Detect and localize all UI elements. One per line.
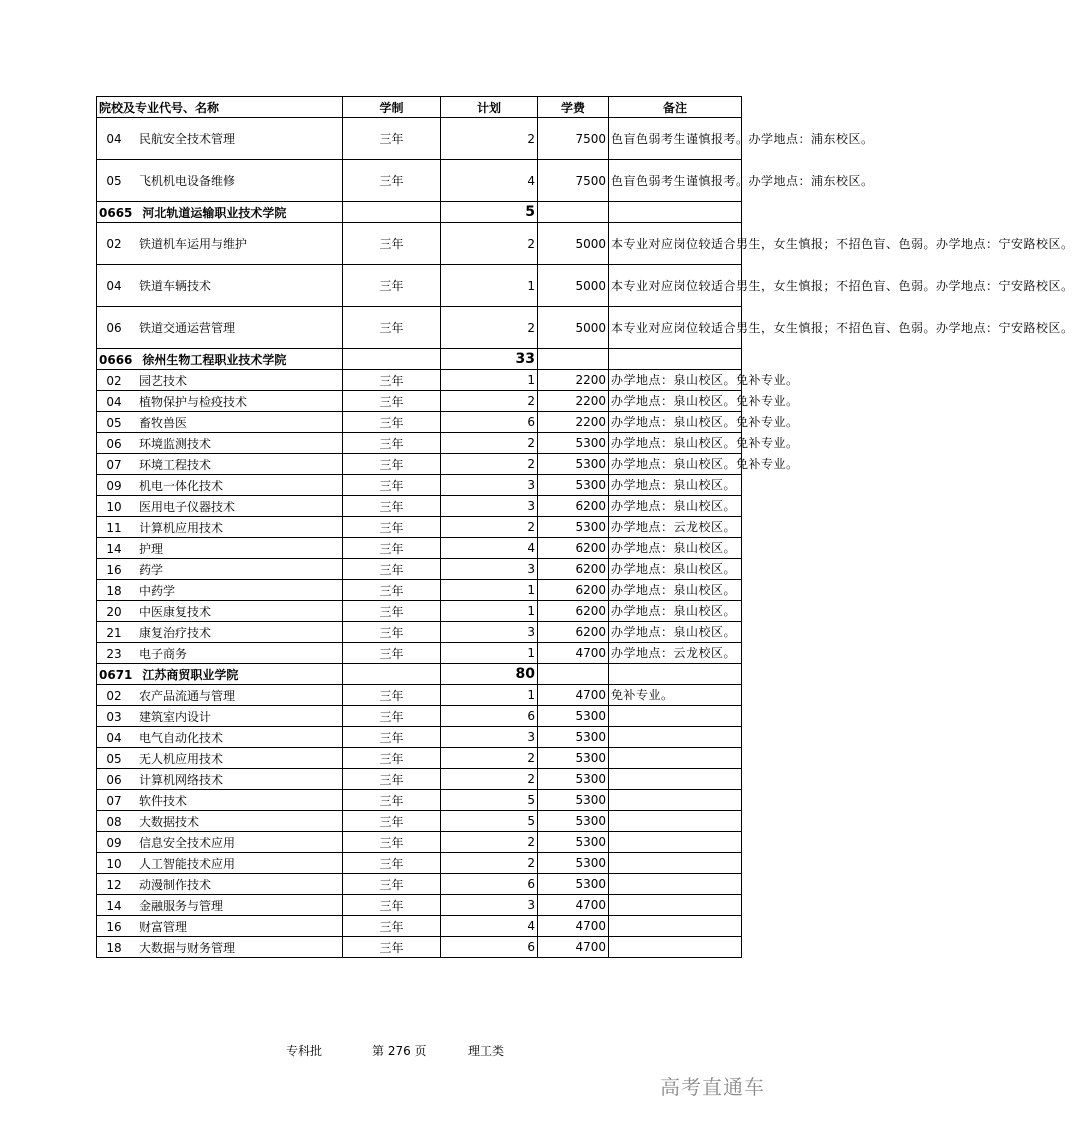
name-cell	[97, 853, 343, 874]
note-cell: 办学地点：泉山校区。免补专业。	[609, 433, 742, 454]
note-cell: 免补专业。	[609, 685, 742, 706]
major-code: 05	[106, 415, 122, 430]
major-name: 机电一体化技术	[139, 478, 224, 493]
plan-cell: 4	[441, 160, 538, 202]
name-cell	[97, 559, 343, 580]
note-cell: 办学地点：泉山校区。	[609, 475, 742, 496]
fee-cell: 2200	[538, 370, 609, 391]
plan-cell: 6	[441, 706, 538, 727]
major-name: 电气自动化技术	[139, 730, 224, 745]
length-cell: 三年	[343, 223, 441, 265]
name-cell	[97, 160, 343, 202]
header-fee: 学费	[538, 97, 609, 118]
name-cell	[97, 622, 343, 643]
note-cell: 办学地点：云龙校区。	[609, 517, 742, 538]
plan-cell: 3	[441, 895, 538, 916]
school-name: 徐州生物工程职业技术学院	[142, 352, 287, 367]
fee-cell: 6200	[538, 580, 609, 601]
plan-cell: 2	[441, 433, 538, 454]
major-code: 18	[106, 940, 122, 955]
note-cell: 本专业对应岗位较适合男生，女生慎报；不招色盲、色弱。办学地点：宁安路校区。	[609, 223, 742, 265]
fee-cell: 6200	[538, 559, 609, 580]
plan-cell: 2	[441, 517, 538, 538]
note-cell: 办学地点：泉山校区。	[609, 538, 742, 559]
name-cell	[97, 370, 343, 391]
note-cell: 办学地点：泉山校区。免补专业。	[609, 454, 742, 475]
major-name: 园艺技术	[139, 373, 188, 388]
fee-cell: 7500	[538, 160, 609, 202]
major-row	[97, 748, 742, 769]
plan-cell: 3	[441, 559, 538, 580]
fee-cell	[538, 349, 609, 370]
major-code: 05	[106, 174, 122, 188]
major-code: 04	[106, 730, 122, 745]
major-row	[97, 706, 742, 727]
name-cell	[97, 475, 343, 496]
major-code: 05	[106, 751, 122, 766]
fee-cell: 5000	[538, 307, 609, 349]
fee-cell: 5300	[538, 748, 609, 769]
major-code: 08	[106, 814, 122, 829]
major-name: 中医康复技术	[139, 604, 212, 619]
major-code: 09	[106, 478, 122, 493]
major-name: 医用电子仪器技术	[139, 499, 236, 514]
length-cell: 三年	[343, 622, 441, 643]
table-body	[97, 118, 1074, 958]
major-name: 铁道车辆技术	[139, 279, 212, 293]
name-cell	[97, 496, 343, 517]
note-cell	[609, 748, 742, 769]
plan-cell: 2	[441, 118, 538, 160]
note-cell	[609, 832, 742, 853]
major-name: 中药学	[139, 583, 176, 598]
major-code: 16	[106, 919, 122, 934]
major-code: 07	[106, 793, 122, 808]
plan-cell: 2	[441, 769, 538, 790]
fee-cell: 6200	[538, 601, 609, 622]
fee-cell: 5300	[538, 769, 609, 790]
length-cell: 三年	[343, 580, 441, 601]
length-cell: 三年	[343, 370, 441, 391]
length-cell: 三年	[343, 874, 441, 895]
header-plan: 计划	[441, 97, 538, 118]
length-cell: 三年	[343, 559, 441, 580]
fee-cell: 7500	[538, 118, 609, 160]
major-row	[97, 580, 742, 601]
fee-cell: 5300	[538, 454, 609, 475]
major-row	[97, 790, 742, 811]
header-name: 院校及专业代号、名称	[97, 97, 343, 118]
length-cell: 三年	[343, 265, 441, 307]
major-row	[97, 685, 742, 706]
note-cell: 办学地点：泉山校区。免补专业。	[609, 370, 742, 391]
major-row	[97, 118, 742, 160]
major-name: 信息安全技术应用	[139, 835, 236, 850]
note-cell	[609, 706, 742, 727]
fee-cell: 5000	[538, 265, 609, 307]
fee-cell: 6200	[538, 622, 609, 643]
name-cell	[97, 916, 343, 937]
major-row	[97, 643, 742, 664]
major-code: 12	[106, 877, 122, 892]
major-code: 04	[106, 279, 122, 293]
length-cell: 三年	[343, 538, 441, 559]
name-cell	[97, 706, 343, 727]
name-cell	[97, 202, 343, 223]
name-cell	[97, 895, 343, 916]
header-note: 备注	[609, 97, 742, 118]
school-code: 0671	[99, 667, 133, 682]
school-name: 河北轨道运输职业技术学院	[142, 205, 287, 220]
major-name: 环境工程技术	[139, 457, 212, 472]
length-cell: 三年	[343, 748, 441, 769]
major-row	[97, 832, 742, 853]
major-name: 环境监测技术	[139, 436, 212, 451]
major-row	[97, 265, 742, 307]
plan-cell: 2	[441, 748, 538, 769]
length-cell: 三年	[343, 496, 441, 517]
fee-cell: 4700	[538, 685, 609, 706]
note-cell: 本专业对应岗位较适合男生，女生慎报；不招色盲、色弱。办学地点：宁安路校区。	[609, 265, 742, 307]
major-row	[97, 538, 742, 559]
major-row	[97, 853, 742, 874]
note-cell: 本专业对应岗位较适合男生，女生慎报；不招色盲、色弱。办学地点：宁安路校区。	[609, 307, 742, 349]
length-cell: 三年	[343, 706, 441, 727]
name-cell	[97, 391, 343, 412]
major-row	[97, 433, 742, 454]
major-name: 康复治疗技术	[139, 625, 212, 640]
fee-cell: 5300	[538, 853, 609, 874]
plan-cell: 6	[441, 874, 538, 895]
plan-cell: 5	[441, 811, 538, 832]
fee-cell: 5000	[538, 223, 609, 265]
note-cell	[609, 664, 742, 685]
major-row	[97, 874, 742, 895]
major-code: 09	[106, 835, 122, 850]
length-cell: 三年	[343, 937, 441, 958]
major-row	[97, 307, 742, 349]
fee-cell: 5300	[538, 811, 609, 832]
name-cell	[97, 265, 343, 307]
name-cell	[97, 223, 343, 265]
plan-cell: 1	[441, 265, 538, 307]
footer-batch: 专科批	[286, 1044, 323, 1058]
major-name: 建筑室内设计	[139, 709, 212, 724]
length-cell: 三年	[343, 916, 441, 937]
length-cell: 三年	[343, 853, 441, 874]
major-name: 软件技术	[139, 793, 188, 808]
fee-cell: 5300	[538, 517, 609, 538]
major-row	[97, 601, 742, 622]
fee-cell: 6200	[538, 538, 609, 559]
name-cell	[97, 538, 343, 559]
header-length: 学制	[343, 97, 441, 118]
major-name: 护理	[139, 541, 164, 556]
major-name: 财富管理	[139, 919, 188, 934]
note-cell: 办学地点：泉山校区。	[609, 496, 742, 517]
major-row	[97, 916, 742, 937]
length-cell: 三年	[343, 832, 441, 853]
name-cell	[97, 601, 343, 622]
name-cell	[97, 349, 343, 370]
major-code: 18	[106, 583, 122, 598]
major-code: 06	[106, 321, 122, 335]
name-cell	[97, 643, 343, 664]
school-code: 0666	[99, 352, 133, 367]
name-cell	[97, 685, 343, 706]
fee-cell: 4700	[538, 895, 609, 916]
major-name: 无人机应用技术	[139, 751, 224, 766]
plan-cell: 6	[441, 412, 538, 433]
major-code: 02	[106, 688, 122, 703]
major-row	[97, 454, 742, 475]
plan-cell: 5	[441, 202, 538, 223]
length-cell: 三年	[343, 391, 441, 412]
major-code: 14	[106, 541, 122, 556]
fee-cell: 2200	[538, 391, 609, 412]
major-row	[97, 391, 742, 412]
plan-cell: 1	[441, 685, 538, 706]
major-row	[97, 496, 742, 517]
name-cell	[97, 790, 343, 811]
plan-cell: 5	[441, 790, 538, 811]
length-cell: 三年	[343, 118, 441, 160]
plan-cell: 3	[441, 622, 538, 643]
major-name: 动漫制作技术	[139, 877, 212, 892]
major-code: 02	[106, 373, 122, 388]
school-code: 0665	[99, 205, 133, 220]
major-row	[97, 370, 742, 391]
major-code: 04	[106, 394, 122, 409]
major-name: 金融服务与管理	[139, 898, 224, 913]
major-row	[97, 895, 742, 916]
length-cell: 三年	[343, 790, 441, 811]
school-name: 江苏商贸职业学院	[142, 667, 239, 682]
fee-cell: 5300	[538, 706, 609, 727]
length-cell: 三年	[343, 685, 441, 706]
major-name: 大数据与财务管理	[139, 940, 236, 955]
major-row	[97, 160, 742, 202]
name-cell	[97, 874, 343, 895]
note-cell: 办学地点：泉山校区。	[609, 559, 742, 580]
major-code: 06	[106, 772, 122, 787]
major-name: 民航安全技术管理	[139, 132, 236, 146]
major-code: 20	[106, 604, 122, 619]
plan-cell: 4	[441, 538, 538, 559]
fee-cell: 4700	[538, 643, 609, 664]
major-row	[97, 223, 742, 265]
major-code: 16	[106, 562, 122, 577]
length-cell: 三年	[343, 517, 441, 538]
major-row	[97, 412, 742, 433]
name-cell	[97, 832, 343, 853]
plan-cell: 33	[441, 349, 538, 370]
fee-cell: 4700	[538, 916, 609, 937]
major-name: 药学	[139, 562, 164, 577]
fee-cell: 4700	[538, 937, 609, 958]
note-cell	[609, 790, 742, 811]
major-code: 21	[106, 625, 122, 640]
plan-cell: 2	[441, 223, 538, 265]
major-code: 06	[106, 436, 122, 451]
major-name: 植物保护与检疫技术	[139, 394, 248, 409]
length-cell: 三年	[343, 769, 441, 790]
note-cell: 色盲色弱考生谨慎报考。办学地点：浦东校区。	[609, 118, 742, 160]
name-cell	[97, 664, 343, 685]
name-cell	[97, 412, 343, 433]
major-code: 23	[106, 646, 122, 661]
fee-cell: 5300	[538, 790, 609, 811]
footer-page-number: 第 276 页	[372, 1044, 427, 1058]
plan-cell: 1	[441, 601, 538, 622]
note-cell	[609, 937, 742, 958]
plan-cell: 1	[441, 370, 538, 391]
major-name: 铁道机车运用与维护	[139, 237, 248, 251]
name-cell	[97, 727, 343, 748]
major-row	[97, 769, 742, 790]
length-cell: 三年	[343, 643, 441, 664]
note-cell	[609, 349, 742, 370]
major-code: 02	[106, 237, 122, 251]
length-cell: 三年	[343, 811, 441, 832]
note-cell	[609, 916, 742, 937]
length-cell	[343, 349, 441, 370]
school-row	[97, 664, 742, 685]
fee-cell: 5300	[538, 727, 609, 748]
major-name: 畜牧兽医	[139, 415, 188, 430]
plan-cell: 2	[441, 307, 538, 349]
fee-cell: 2200	[538, 412, 609, 433]
school-row	[97, 202, 742, 223]
name-cell	[97, 307, 343, 349]
footer-category: 理工类	[468, 1044, 505, 1058]
note-cell	[609, 769, 742, 790]
major-code: 10	[106, 499, 122, 514]
fee-cell: 5300	[538, 832, 609, 853]
note-cell	[609, 202, 742, 223]
major-row	[97, 811, 742, 832]
major-name: 铁道交通运营管理	[139, 321, 236, 335]
plan-cell: 3	[441, 475, 538, 496]
plan-cell: 2	[441, 853, 538, 874]
length-cell: 三年	[343, 160, 441, 202]
length-cell: 三年	[343, 895, 441, 916]
major-name: 农产品流通与管理	[139, 688, 236, 703]
length-cell: 三年	[343, 307, 441, 349]
note-cell: 办学地点：泉山校区。	[609, 601, 742, 622]
plan-cell: 1	[441, 643, 538, 664]
name-cell	[97, 517, 343, 538]
plan-cell: 3	[441, 727, 538, 748]
name-cell	[97, 811, 343, 832]
fee-cell: 6200	[538, 496, 609, 517]
fee-cell	[538, 202, 609, 223]
major-name: 计算机应用技术	[139, 520, 224, 535]
fee-cell: 5300	[538, 874, 609, 895]
note-cell	[609, 874, 742, 895]
length-cell: 三年	[343, 433, 441, 454]
major-name: 人工智能技术应用	[139, 856, 236, 871]
major-code: 14	[106, 898, 122, 913]
name-cell	[97, 769, 343, 790]
note-cell: 办学地点：泉山校区。免补专业。	[609, 412, 742, 433]
major-code: 11	[106, 520, 122, 535]
major-name: 大数据技术	[139, 814, 200, 829]
note-cell: 办学地点：云龙校区。	[609, 643, 742, 664]
major-row	[97, 622, 742, 643]
major-code: 07	[106, 457, 122, 472]
name-cell	[97, 454, 343, 475]
major-row	[97, 559, 742, 580]
plan-cell: 1	[441, 580, 538, 601]
length-cell: 三年	[343, 412, 441, 433]
plan-cell: 2	[441, 454, 538, 475]
major-code: 10	[106, 856, 122, 871]
note-cell	[609, 811, 742, 832]
table-header-row	[97, 97, 742, 118]
length-cell	[343, 202, 441, 223]
plan-cell: 6	[441, 937, 538, 958]
note-cell: 办学地点：泉山校区。免补专业。	[609, 391, 742, 412]
name-cell	[97, 118, 343, 160]
length-cell	[343, 664, 441, 685]
fee-cell: 5300	[538, 433, 609, 454]
length-cell: 三年	[343, 727, 441, 748]
plan-cell: 2	[441, 832, 538, 853]
note-cell	[609, 895, 742, 916]
note-cell	[609, 853, 742, 874]
name-cell	[97, 433, 343, 454]
plan-cell: 80	[441, 664, 538, 685]
name-cell	[97, 937, 343, 958]
admission-plan-table	[96, 96, 1074, 958]
major-name: 飞机机电设备维修	[139, 174, 236, 188]
major-name: 电子商务	[139, 646, 188, 661]
plan-cell: 3	[441, 496, 538, 517]
major-row	[97, 517, 742, 538]
length-cell: 三年	[343, 475, 441, 496]
major-code: 04	[106, 132, 122, 146]
major-row	[97, 475, 742, 496]
watermark-logo: 高考直通车	[660, 1075, 765, 1099]
major-row	[97, 727, 742, 748]
major-name: 计算机网络技术	[139, 772, 224, 787]
note-cell	[609, 727, 742, 748]
school-row	[97, 349, 742, 370]
fee-cell: 5300	[538, 475, 609, 496]
plan-cell: 4	[441, 916, 538, 937]
name-cell	[97, 748, 343, 769]
fee-cell	[538, 664, 609, 685]
note-cell: 办学地点：泉山校区。	[609, 622, 742, 643]
name-cell	[97, 580, 343, 601]
length-cell: 三年	[343, 454, 441, 475]
plan-cell: 2	[441, 391, 538, 412]
note-cell: 色盲色弱考生谨慎报考。办学地点：浦东校区。	[609, 160, 742, 202]
major-row	[97, 937, 742, 958]
length-cell: 三年	[343, 601, 441, 622]
major-code: 03	[106, 709, 122, 724]
note-cell: 办学地点：泉山校区。	[609, 580, 742, 601]
